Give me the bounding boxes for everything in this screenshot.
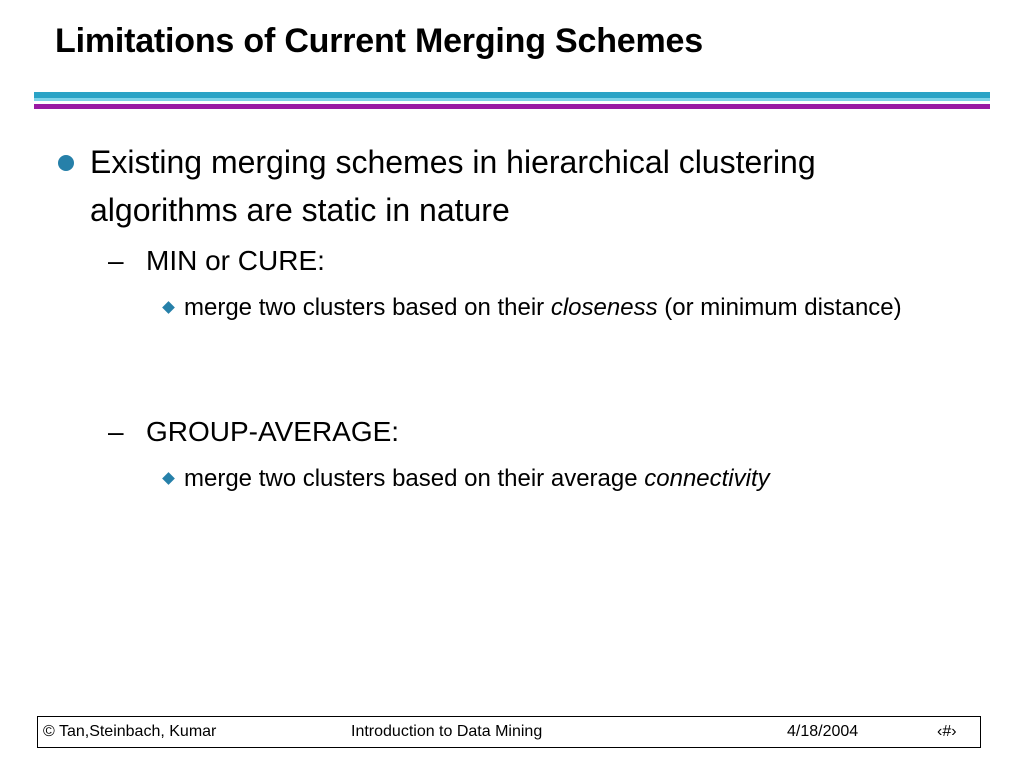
main-bullet-item (58, 138, 958, 234)
detail-text-prefix: merge two clusters based on their average (184, 465, 645, 492)
detail-text-prefix: merge two clusters based on their (184, 294, 551, 321)
slide-footer (37, 716, 981, 748)
title-divider-light-teal (34, 98, 990, 101)
footer-course-title: Introduction to Data Mining (351, 723, 543, 740)
detail-bullet-closeness (158, 290, 938, 325)
detail-text-emphasis: closeness (550, 294, 658, 321)
footer-date: 4/18/2004 (787, 723, 859, 740)
title-divider-purple (34, 104, 990, 109)
footer-page-number: ‹#› (937, 723, 957, 740)
diamond-bullet-icon (162, 472, 175, 485)
sub-bullet-group-average (108, 415, 399, 449)
detail-text-suffix: (or minimum distance) (657, 294, 902, 321)
filled-circle-bullet-icon (58, 155, 74, 171)
main-bullet-text: Existing merging schemes in hierarchical clustering algorithms are static in nature (90, 144, 816, 228)
sub-bullet-label: MIN or CURE: (146, 245, 325, 276)
detail-bullet-connectivity (158, 461, 938, 496)
dash-bullet-icon: – (108, 245, 124, 276)
diamond-bullet-icon (162, 301, 175, 314)
sub-bullet-label: GROUP-AVERAGE: (146, 416, 400, 447)
footer-copyright: © Tan,Steinbach, Kumar (43, 723, 217, 740)
slide-title: Limitations of Current Merging Schemes (55, 22, 703, 60)
dash-bullet-icon: – (108, 416, 124, 447)
detail-text-emphasis: connectivity (644, 465, 770, 492)
sub-bullet-min-cure (108, 244, 325, 278)
